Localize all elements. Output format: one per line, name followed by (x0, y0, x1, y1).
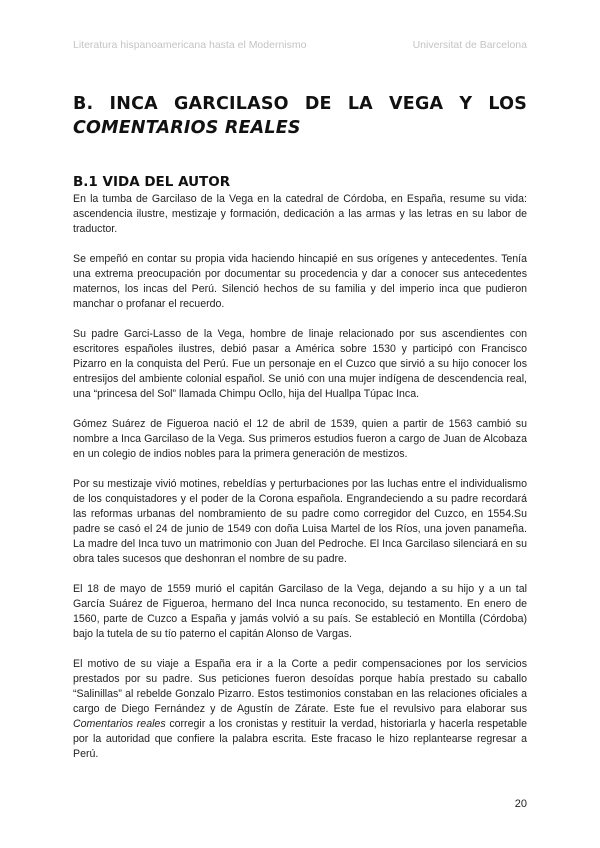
section-title-line-1: B. INCA GARCILASO DE LA VEGA Y LOS (73, 94, 527, 114)
paragraph-7-part-2: corregir a los cronistas y restituir la verdad, historiarla y hacerla respetable por la autoridad que confiere la palabra escrita. Este fracaso le hizo replantearse regresar a Perú. (73, 718, 527, 760)
paragraph-7-part-1: El motivo de su viaje a España era ir a la Corte a pedir compensaciones por los servicios prestados por su padre. Sus peticiones fueron desoídas porque había prestado su caballo “Salinillas” al rebelde Gonzalo Pizarro. Estos testimonios constaban en las relaciones oficiales a cargo de Diego Fernández y de Agustín de Zárate. Este fue el revulsivo para elaborar sus (73, 658, 527, 715)
book-title-emphasis: Comentarios reales (73, 718, 166, 730)
paragraph-6: El 18 de mayo de 1559 murió el capitán Garcilaso de la Vega, dejando a su hijo y a un tal García Suárez de Figueroa, hermano del Inca nunca reconocido, su testamento. En enero de 1560, parte de Cuzco a España y jamás volvió a su país. Se estableció en Montilla (Córdoba) bajo la tutela de su tío paterno el capitán Alonso de Vargas. (73, 583, 527, 640)
paragraph-1: En la tumba de Garcilaso de la Vega en la catedral de Córdoba, en España, resume su vida: ascendencia ilustre, mestizaje y formación, dedicación a las armas y las letras en su labor de traductor. (73, 193, 527, 235)
paragraph-4: Gómez Suárez de Figueroa nació el 12 de abril de 1539, quien a partir de 1563 cambió su nombre a Inca Garcilaso de la Vega. Sus primeros estudios fueron a cargo de Juan de Alcobaza en un colegio de indios nobles para la primera generación de mestizos. (73, 418, 527, 460)
paragraph-5: Por su mestizaje vivió motines, rebeldías y perturbaciones por las luchas entre el individualismo de los conquistadores y el poder de la Corona española. Engrandeciendo a su padre recordará las reformas urbanas del nombramiento de su padre como corregidor del Cuzco, en 1554.Su padre se casó el 24 de junio de 1549 con doña Luisa Martel de los Ríos, una joven panameña. La madre del Inca tuvo un matrimonio con Juan del Pedroche. El Inca Garcilaso silenciará en su obra tales sucesos que deshonran el nombre de su padre. (73, 478, 527, 565)
section-title (73, 92, 527, 140)
page-content (73, 92, 527, 762)
paragraph-2: Se empeñó en contar su propia vida haciendo hincapié en sus orígenes y antecedentes. Tenía una extrema preocupación por documentar su procedencia y dar a conocer sus antecedentes maternos, los incas del Perú. Silenció hechos de su familia y del imperio inca que pudieron manchar o profanar el recuerdo. (73, 253, 527, 310)
header-course-title: Literatura hispanoamericana hasta el Modernismo (73, 39, 307, 51)
running-header (73, 39, 527, 53)
subsection-title: B.1 VIDA DEL AUTOR (73, 174, 231, 190)
header-university: Universitat de Barcelona (412, 39, 527, 51)
paragraph-3: Su padre Garci-Lasso de la Vega, hombre de linaje relacionado por sus ascendientes con escritores españoles ilustres, debió pasar a América sobre 1530 y participó con Francisco Pizarro en la conquista del Perú. Fue un personaje en el Cuzco que sirvió a su hijo conocer los entresijos del ambiente colonial español. Se unió con una mujer indígena de descendencia real, una “princesa del Sol” llamada Chimpu Ocllo, hija del Huallpa Túpac Inca. (73, 328, 527, 400)
section-title-line-2: COMENTARIOS REALES (73, 118, 301, 138)
page-number: 20 (514, 798, 527, 810)
paragraph-7 (73, 657, 527, 762)
